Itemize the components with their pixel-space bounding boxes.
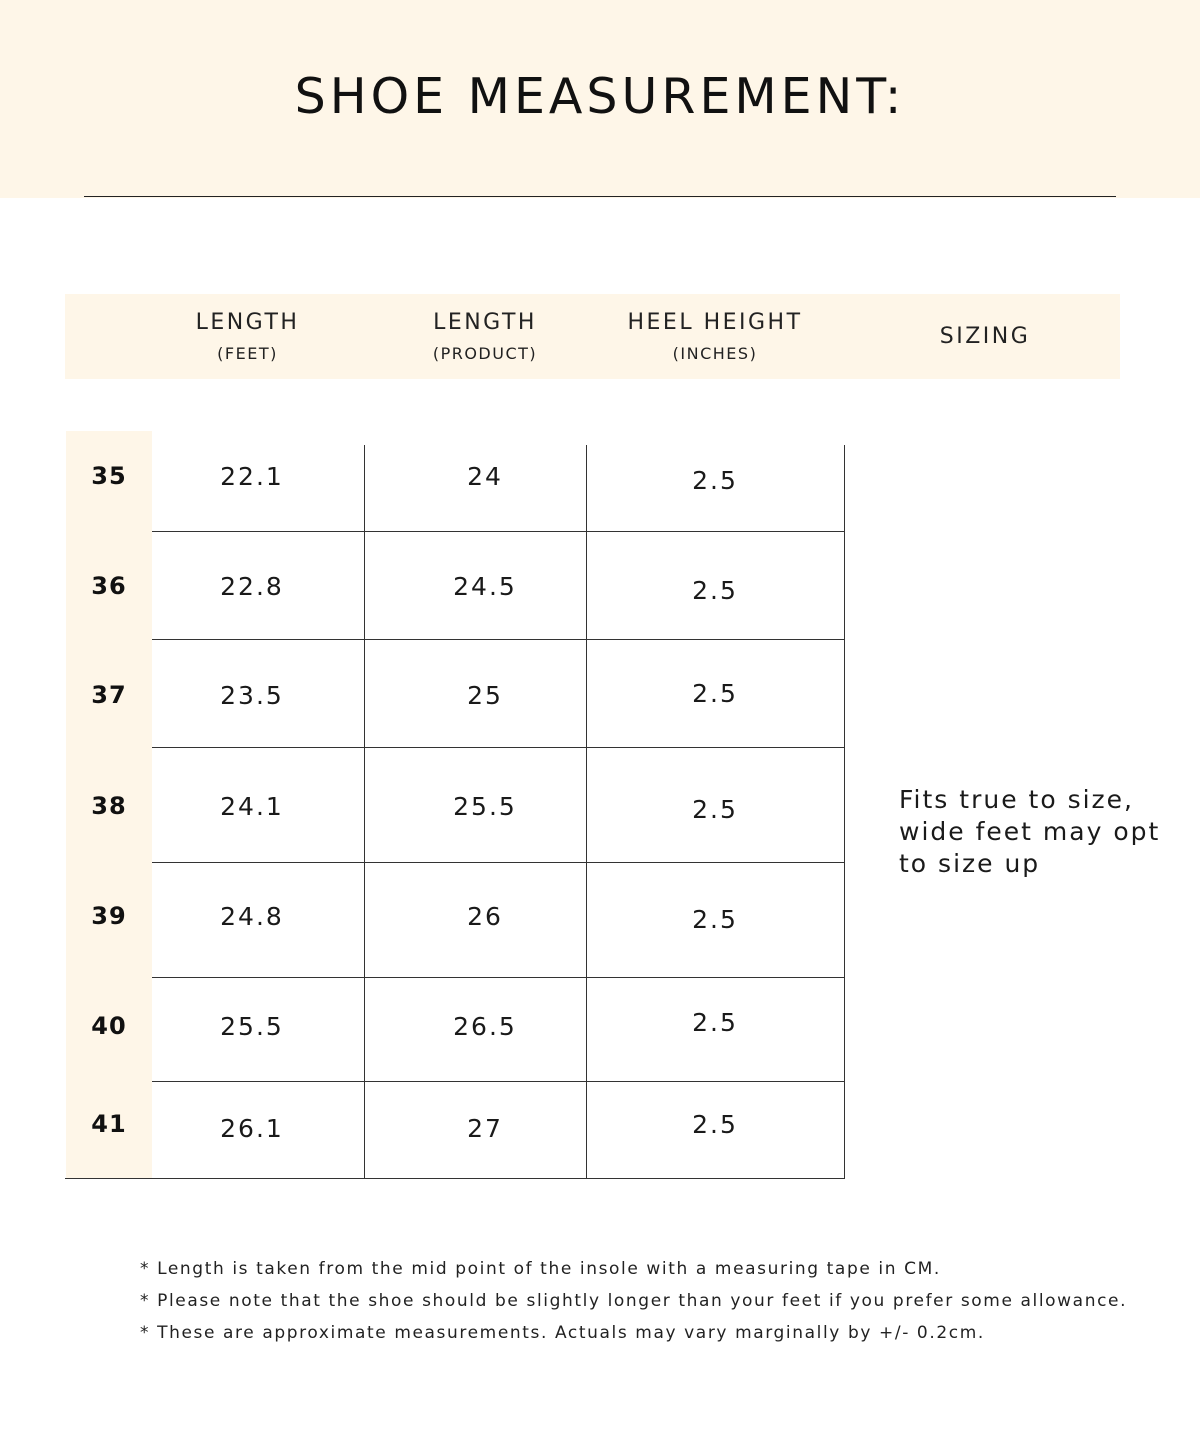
header-label: HEEL HEIGHT bbox=[627, 310, 803, 335]
length-feet-cell: 23.5 bbox=[220, 681, 284, 710]
sizing-note: Fits true to size, wide feet may opt to size up bbox=[899, 785, 1161, 878]
title-divider bbox=[84, 196, 1116, 197]
header-label: SIZING bbox=[939, 324, 1031, 349]
table-header bbox=[65, 294, 1120, 379]
header-unit: (INCHES) bbox=[672, 344, 758, 363]
footnote: * These are approximate measurements. Actuals may vary marginally by +/- 0.2cm. bbox=[140, 1323, 985, 1343]
heel-height-cell: 2.5 bbox=[692, 905, 738, 934]
length-product-cell: 25 bbox=[467, 681, 503, 710]
heel-height-cell: 2.5 bbox=[692, 1008, 738, 1037]
size-cell: 37 bbox=[91, 681, 127, 709]
length-product-cell: 26 bbox=[467, 902, 503, 931]
header-unit: (FEET) bbox=[217, 344, 278, 363]
header-label: LENGTH bbox=[195, 310, 300, 335]
size-cell: 41 bbox=[91, 1110, 127, 1138]
length-feet-cell: 22.8 bbox=[220, 572, 284, 601]
grid-line-vertical bbox=[364, 445, 365, 1179]
heel-height-cell: 2.5 bbox=[692, 795, 738, 824]
length-product-cell: 24.5 bbox=[453, 572, 517, 601]
header-unit: (PRODUCT) bbox=[432, 344, 538, 363]
length-feet-cell: 22.1 bbox=[220, 462, 284, 491]
grid-line-horizontal bbox=[65, 1178, 845, 1179]
length-feet-cell: 26.1 bbox=[220, 1114, 284, 1143]
grid-line-horizontal bbox=[152, 862, 845, 863]
length-product-cell: 26.5 bbox=[453, 1012, 517, 1041]
heel-height-cell: 2.5 bbox=[692, 466, 738, 495]
heel-height-cell: 2.5 bbox=[692, 1110, 738, 1139]
size-cell: 39 bbox=[91, 902, 127, 930]
grid-line-vertical bbox=[844, 445, 845, 1179]
length-product-cell: 27 bbox=[467, 1114, 503, 1143]
grid-line-horizontal bbox=[152, 747, 845, 748]
footnote: * Please note that the shoe should be slightly longer than your feet if you prefer some allowance. bbox=[140, 1291, 1128, 1311]
header-heel-height bbox=[610, 294, 820, 379]
grid-line-horizontal bbox=[152, 1081, 845, 1082]
footnotes bbox=[140, 1253, 1180, 1349]
footnote: * Length is taken from the mid point of the insole with a measuring tape in CM. bbox=[140, 1259, 941, 1279]
grid-line-horizontal bbox=[152, 977, 845, 978]
header-length-feet bbox=[165, 294, 330, 379]
size-cell: 40 bbox=[91, 1012, 127, 1040]
length-product-cell: 24 bbox=[467, 462, 503, 491]
size-cell: 38 bbox=[91, 792, 127, 820]
length-feet-cell: 25.5 bbox=[220, 1012, 284, 1041]
length-feet-cell: 24.8 bbox=[220, 902, 284, 931]
header-length-product bbox=[400, 294, 570, 379]
length-product-cell: 25.5 bbox=[453, 792, 517, 821]
heel-height-cell: 2.5 bbox=[692, 679, 738, 708]
length-feet-cell: 24.1 bbox=[220, 792, 284, 821]
header-label: LENGTH bbox=[433, 310, 537, 335]
grid-line-horizontal bbox=[152, 639, 845, 640]
header-sizing bbox=[885, 294, 1085, 379]
grid-line-horizontal bbox=[152, 531, 845, 532]
page-title: SHOE MEASUREMENT: bbox=[294, 68, 906, 125]
heel-height-cell: 2.5 bbox=[692, 576, 738, 605]
size-cell: 36 bbox=[91, 572, 127, 600]
size-cell: 35 bbox=[91, 462, 127, 490]
